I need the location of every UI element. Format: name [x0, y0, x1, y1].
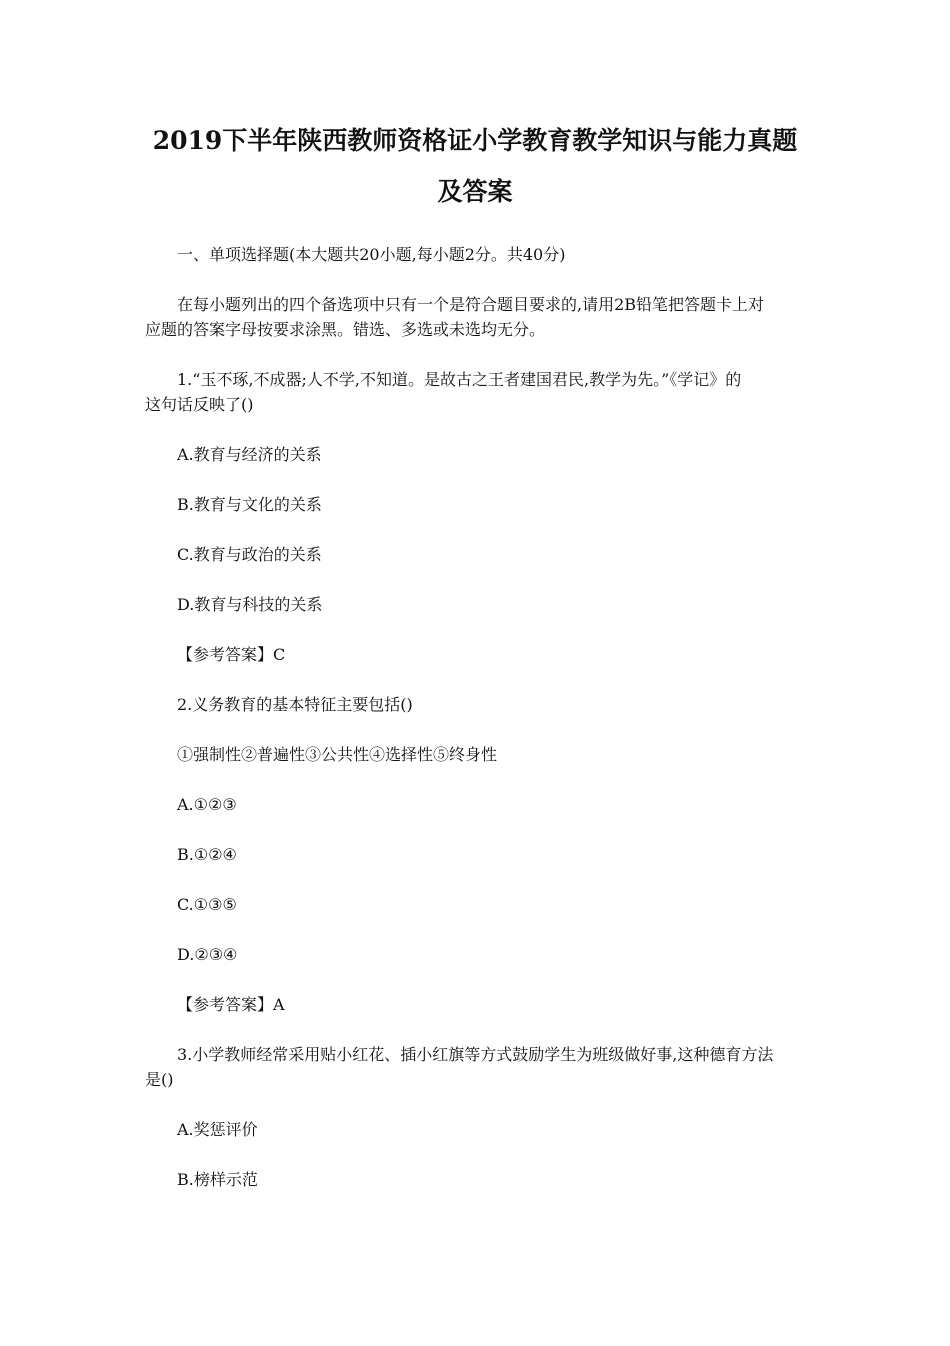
question-1-option-c: C.教育与政治的关系: [177, 545, 322, 564]
question-3-option-b: B.榜样示范: [177, 1170, 258, 1189]
question-3-stem-line1: 3.小学教师经常采用贴小红花、插小红旗等方式鼓励学生为班级做好事,这种德育方法: [177, 1045, 774, 1064]
document-title-line1: 2019下半年陕西教师资格证小学教育教学知识与能力真题: [152, 126, 798, 155]
question-1-option-d: D.教育与科技的关系: [177, 595, 323, 614]
question-1-option-a: A.教育与经济的关系: [177, 445, 322, 464]
question-1-answer: 【参考答案】C: [177, 645, 286, 664]
instructions-line2: 应题的答案字母按要求涂黑。错选、多选或未选均无分。: [145, 320, 546, 339]
question-2-sub-line: ①强制性②普遍性③公共性④选择性⑤终身性: [177, 745, 498, 764]
question-1-stem-line1: 1.“玉不琢,不成器;人不学,不知道。是故古之王者建国君民,教学为先。”《学记》的: [177, 370, 742, 389]
question-2-option-a: A.①②③: [177, 795, 237, 814]
question-2-option-b: B.①②④: [177, 845, 237, 864]
question-2-option-c: C.①③⑤: [177, 895, 237, 914]
question-3-option-a: A.奖惩评价: [177, 1120, 258, 1139]
question-3-stem-line2: 是(): [145, 1070, 174, 1089]
section-heading: 一、单项选择题(本大题共20小题,每小题2分。共40分): [177, 245, 566, 264]
question-2-stem-line1: 2.义务教育的基本特征主要包括(): [177, 695, 413, 714]
question-2-answer: 【参考答案】A: [177, 995, 285, 1014]
document-title-line2: 及答案: [437, 177, 513, 206]
question-2-option-d: D.②③④: [177, 945, 238, 964]
question-1-option-b: B.教育与文化的关系: [177, 495, 322, 514]
question-1-stem-line2: 这句话反映了(): [145, 395, 254, 414]
instructions-line1: 在每小题列出的四个备选项中只有一个是符合题目要求的,请用2B铅笔把答题卡上对: [177, 295, 765, 314]
